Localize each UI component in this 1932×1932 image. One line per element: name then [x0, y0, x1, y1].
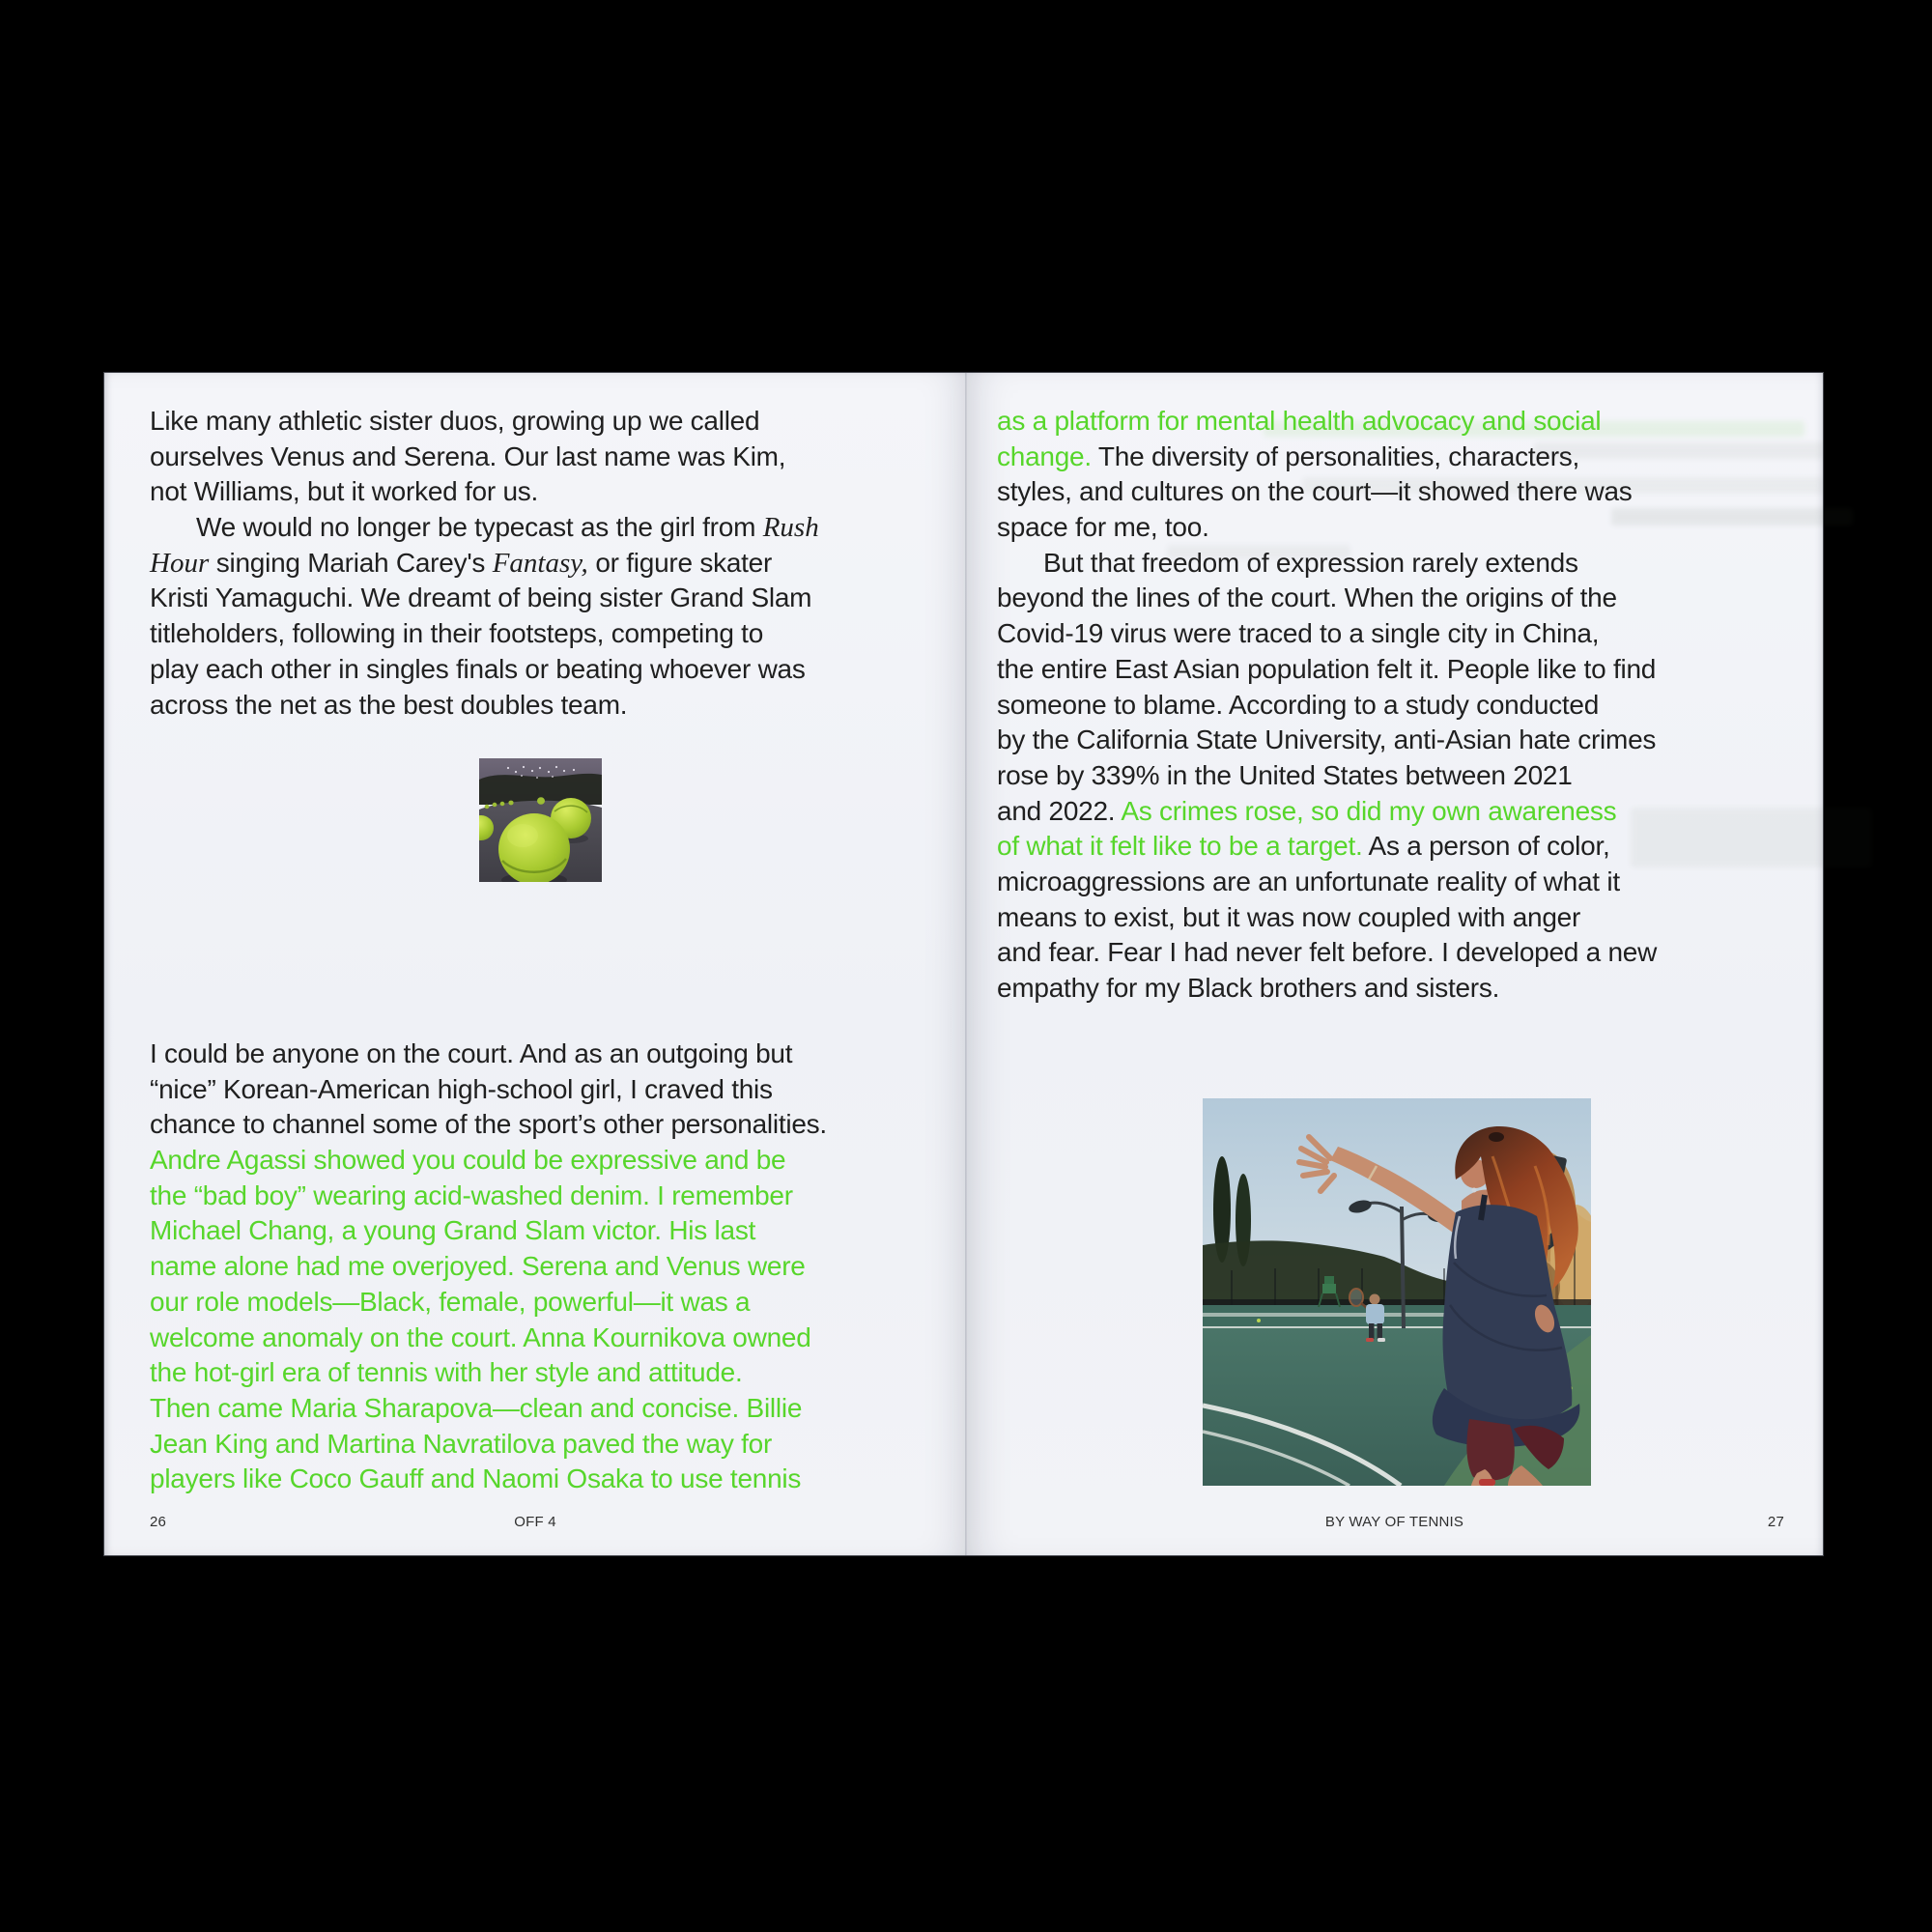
text-line: [150, 546, 957, 582]
text-segment: and fear. Fear I had never felt before. I developed a new: [997, 937, 1658, 968]
text-segment: the hot-girl era of tennis with her style and attitude.: [150, 1357, 743, 1388]
text-segment: across the net as the best doubles team.: [150, 689, 628, 720]
text-segment: means to exist, but it was now coupled with anger: [997, 901, 1581, 932]
ball-highlight: [507, 824, 538, 847]
text-segment: the “bad boy” wearing acid-washed denim. I remember: [150, 1179, 793, 1210]
text-segment: titleholders, following in their footsteps, competing to: [150, 618, 764, 649]
text-segment: Jean King and Martina Navratilova paved the way for: [150, 1428, 773, 1459]
shorts-left: [1466, 1419, 1514, 1480]
magazine-spread: [104, 373, 1823, 1555]
text-line: [997, 581, 1804, 616]
text-segment: as a platform for mental health advocacy and social: [997, 406, 1602, 436]
text-segment: “nice” Korean-American high-school girl, I craved this: [150, 1073, 773, 1104]
text-line: [150, 616, 957, 652]
text-line: [997, 510, 1804, 546]
text-line: [150, 1249, 957, 1285]
text-line: [150, 474, 957, 510]
net-tape: [1203, 1313, 1449, 1317]
text-line: [150, 1285, 957, 1321]
text-line: [997, 652, 1804, 688]
spread-fold: [965, 373, 967, 1555]
text-segment: We would no longer be typecast as the girl from: [196, 512, 763, 543]
red-shoe: [1479, 1479, 1495, 1486]
right-footer-label: BY WAY OF TENNIS: [1324, 1514, 1464, 1530]
left-body-paragraph: [150, 1037, 957, 1497]
text-line: [997, 546, 1804, 582]
left-page-number: 26: [150, 1514, 167, 1530]
text-line: [997, 616, 1804, 652]
text-line: [997, 723, 1804, 758]
text-line: [997, 865, 1804, 900]
text-segment: by the California State University, anti-Asian hate crimes: [997, 724, 1657, 755]
text-segment: not Williams, but it worked for us.: [150, 476, 539, 507]
text-line: [997, 971, 1804, 1007]
text-line: [997, 829, 1804, 865]
text-segment: someone to blame. According to a study conducted: [997, 689, 1600, 720]
text-line: [150, 688, 957, 724]
text-segment: welcome anomaly on the court. Anna Kournikova owned: [150, 1321, 811, 1352]
text-segment: singing Mariah Carey's: [209, 547, 493, 578]
left-intro-paragraph: [150, 404, 957, 723]
text-line: [150, 1213, 957, 1249]
text-segment: The diversity of personalities, characters,: [1097, 440, 1580, 471]
text-line: [997, 474, 1804, 510]
text-segment: ourselves Venus and Serena. Our last name was Kim,: [150, 440, 786, 471]
text-segment: rose by 339% in the United States between 2021: [997, 759, 1573, 790]
text-segment: play each other in singles finals or beating whoever was: [150, 653, 806, 684]
hair-tie: [1489, 1132, 1504, 1142]
text-segment: the entire East Asian population felt it. People like to find: [997, 653, 1657, 684]
dress-strap: [1481, 1195, 1485, 1220]
text-segment: microaggressions are an unfortunate reality of what it: [997, 866, 1620, 896]
text-line: [150, 1462, 957, 1497]
tennis-balls-illustration: [479, 758, 602, 882]
text-segment: beyond the lines of the court. When the origins of the: [997, 582, 1617, 613]
text-line: [150, 652, 957, 688]
text-line: [150, 1107, 957, 1143]
text-segment: Kristi Yamaguchi. We dreamt of being sister Grand Slam: [150, 582, 812, 613]
right-page-number: 27: [1767, 1514, 1784, 1530]
text-line: [997, 404, 1804, 440]
text-segment: Covid-19 virus were traced to a single city in China,: [997, 618, 1600, 649]
text-segment: our role models—Black, female, powerful—it was a: [150, 1286, 751, 1317]
text-segment: styles, and cultures on the court—it showed there was: [997, 476, 1633, 507]
text-line: [997, 794, 1804, 830]
text-segment: empathy for my Black brothers and sisters.: [997, 973, 1500, 1003]
text-segment: chance to channel some of the sport’s other personalities.: [150, 1109, 827, 1140]
text-segment: players like Coco Gauff and Naomi Osaka to use tennis: [150, 1463, 802, 1494]
text-segment: Andre Agassi showed you could be expressive and be: [150, 1145, 786, 1176]
text-line: [997, 440, 1804, 475]
text-line: [997, 688, 1804, 724]
text-line: [150, 581, 957, 616]
text-segment: change.: [997, 440, 1098, 471]
text-line: [150, 440, 957, 475]
text-line: [997, 935, 1804, 971]
text-segment: But that freedom of expression rarely extends: [1043, 547, 1578, 578]
text-segment: Then came Maria Sharapova—clean and concise. Billie: [150, 1392, 803, 1423]
text-segment: As crimes rose, so did my own awareness: [1121, 795, 1617, 826]
text-line: [997, 900, 1804, 936]
text-segment: and 2022.: [997, 795, 1122, 826]
text-line: [150, 1072, 957, 1108]
text-segment: Like many athletic sister duos, growing up we called: [150, 406, 760, 436]
text-segment: Michael Chang, a young Grand Slam victor. His last: [150, 1215, 756, 1246]
text-line: [150, 510, 957, 546]
text-segment: space for me, too.: [997, 512, 1209, 543]
text-line: [150, 404, 957, 440]
earring: [1472, 1188, 1477, 1193]
tennis-balls-photo: [479, 758, 602, 882]
text-line: [150, 1143, 957, 1179]
text-segment: name alone had me overjoyed. Serena and Venus were: [150, 1251, 806, 1282]
text-line: [150, 1037, 957, 1072]
text-segment: As a person of color,: [1368, 831, 1610, 862]
text-segment: of what it felt like to be a target.: [997, 831, 1369, 862]
tennis-player-illustration: [1203, 1098, 1591, 1486]
text-segment: or figure skater: [587, 547, 773, 578]
text-line: [150, 1355, 957, 1391]
text-segment: Hour: [150, 547, 210, 579]
tennis-player-photo: [1203, 1098, 1591, 1486]
text-line: [150, 1321, 957, 1356]
text-line: [997, 758, 1804, 794]
text-line: [150, 1391, 957, 1427]
text-line: [150, 1179, 957, 1214]
right-body-paragraph: [997, 404, 1804, 1007]
text-segment: Rush: [762, 512, 819, 544]
text-line: [150, 1427, 957, 1463]
text-segment: Fantasy,: [492, 547, 588, 579]
left-footer-label: OFF 4: [514, 1514, 556, 1530]
text-segment: I could be anyone on the court. And as an outgoing but: [150, 1038, 793, 1068]
